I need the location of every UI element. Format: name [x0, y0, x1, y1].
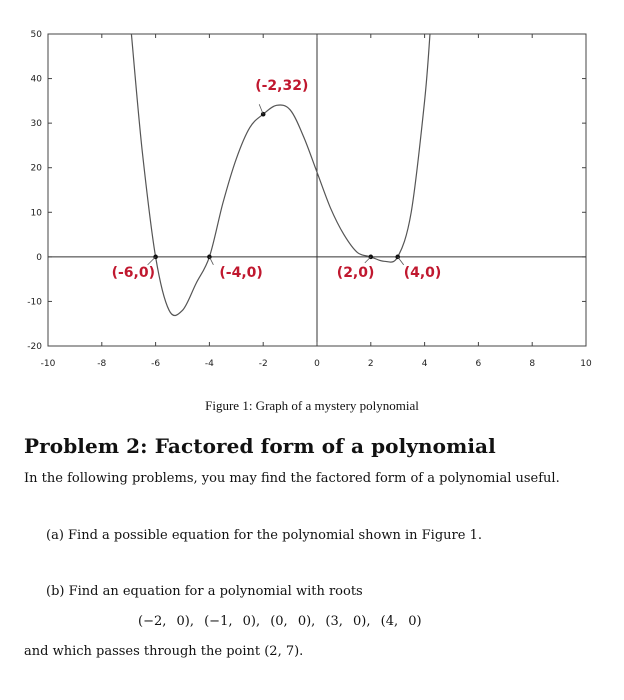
x-tick-label: -4 [204, 359, 214, 369]
x-tick-label: 4 [421, 359, 428, 369]
point-leader [365, 257, 371, 263]
y-tick-label: 0 [36, 252, 42, 263]
figure-caption: Figure 1: Graph of a mystery polynomial [205, 398, 419, 413]
point-label: (4,0) [403, 264, 442, 281]
labeled-points [112, 78, 442, 281]
part-a-question: (a) Find a possible equation for the polynomial shown in Figure 1. [46, 528, 482, 543]
x-tick-label: -10 [40, 359, 56, 369]
x-tick-label: 0 [314, 359, 320, 369]
y-tick-label: -10 [27, 297, 42, 308]
closing-condition: and which passes through the point (2, 7). [24, 644, 304, 659]
x-tick-label: 8 [529, 359, 536, 369]
x-tick-label: 10 [580, 359, 592, 369]
point-label: (-4,0) [219, 264, 263, 281]
polynomial-curve [131, 34, 430, 315]
point-label: (-6,0) [111, 264, 156, 281]
point-leader [398, 257, 404, 265]
point-leader [148, 257, 156, 265]
x-tick-label: -6 [151, 359, 161, 369]
x-tick-label: 2 [367, 359, 374, 369]
y-tick-label: 10 [30, 208, 42, 219]
y-tick-label: 30 [30, 119, 42, 130]
x-tick-label: 6 [475, 359, 482, 369]
y-tick-label: 50 [30, 30, 42, 40]
problem-heading: Problem 2: Factored form of a polynomial [24, 434, 496, 458]
point-label: (-2,32) [255, 78, 309, 95]
axis-tick-labels [27, 30, 592, 369]
y-tick-label: 20 [30, 163, 42, 174]
part-b-question: (b) Find an equation for a polynomial with roots [46, 584, 363, 599]
y-tick-label: 40 [30, 74, 42, 85]
problem-intro: In the following problems, you may find the factored form of a polynomial useful. [24, 471, 560, 486]
point-leader [259, 104, 263, 114]
roots-list: (−2, 0), (−1, 0), (0, 0), (3, 0), (4, 0) [138, 614, 422, 629]
x-tick-label: -2 [258, 359, 268, 369]
point-leader [209, 257, 213, 265]
x-tick-label: -8 [97, 359, 107, 369]
point-label: (2,0) [336, 264, 375, 281]
y-tick-label: -20 [27, 342, 42, 352]
